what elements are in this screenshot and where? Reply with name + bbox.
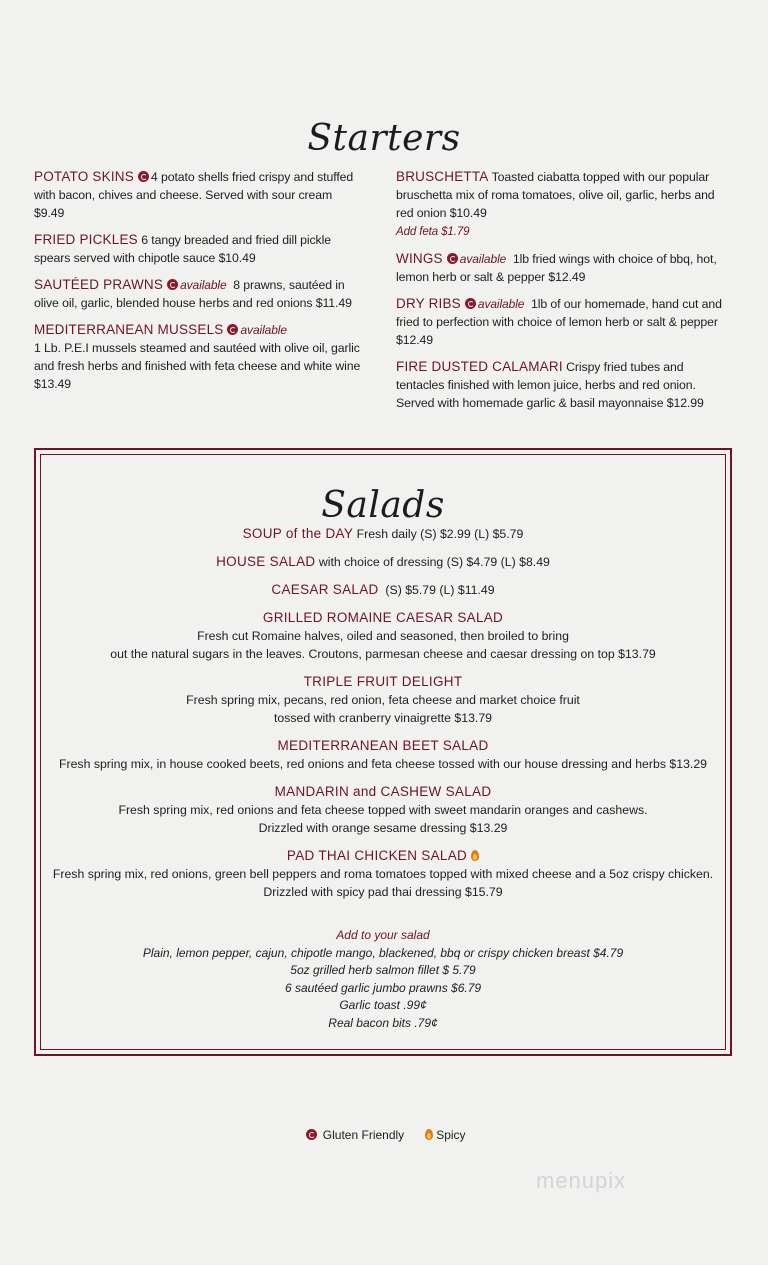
salad-desc: out the natural sugars in the leaves. Croutons, parmesan cheese and caesar dressing on top $13.79 (110, 647, 656, 661)
legend-gluten-label: Gluten Friendly (322, 1127, 405, 1142)
salad-name: TRIPLE FRUIT DELIGHT (303, 674, 463, 689)
salad-desc: Drizzled with spicy pad thai dressing $15.79 (263, 885, 503, 899)
gluten-friendly-icon (138, 171, 149, 182)
starter-name: MEDITERRANEAN MUSSELS (34, 322, 224, 337)
starter-desc: 8 prawns, sautéed in olive oil, garlic, blended house herbs and red onions $11.49 (34, 278, 352, 310)
addons-title: Add to your salad (336, 928, 430, 942)
legend-spicy-label: Spicy (436, 1127, 466, 1142)
gluten-friendly-icon (167, 279, 178, 290)
flame-icon (471, 850, 479, 861)
salad-item (41, 783, 725, 837)
salad-name: MANDARIN and CASHEW SALAD (274, 784, 492, 799)
addon-line: Real bacon bits .79¢ (328, 1015, 438, 1030)
addon-line: Garlic toast .99¢ (339, 998, 427, 1012)
gf-available-label: available (459, 252, 507, 266)
salad-desc: Fresh spring mix, red onions and feta cheese topped with sweet mandarin oranges and cashews. (118, 803, 648, 817)
starter-item (396, 250, 734, 286)
salad-desc: Fresh spring mix, in house cooked beets, red onions and feta cheese tossed with our house dressing and herbs $13.29 (58, 757, 708, 771)
salad-name: PAD THAI CHICKEN SALAD (286, 848, 468, 863)
starter-item (34, 276, 364, 312)
salad-inline: (S) $5.79 (L) $11.49 (385, 583, 495, 597)
salad-item (41, 847, 725, 901)
starter-name: DRY RIBS (396, 296, 461, 311)
gluten-friendly-icon (306, 1129, 317, 1140)
salad-desc: Fresh spring mix, pecans, red onion, feta cheese and market choice fruit (186, 693, 580, 707)
gluten-friendly-icon (447, 253, 458, 264)
starters-right-column (396, 168, 734, 421)
salad-name: CAESAR SALAD (271, 582, 379, 597)
salad-item (41, 553, 725, 571)
salad-name: HOUSE SALAD (216, 554, 316, 569)
salad-item (41, 609, 725, 663)
starter-desc: 1lb of our homemade, hand cut and fried to perfection with choice of lemon herb or salt & pepper $12.49 (396, 297, 722, 347)
salads-title: Salads (321, 485, 445, 526)
gf-available-label: available (180, 278, 227, 292)
addon-line: 5oz grilled herb salmon fillet $ 5.79 (290, 963, 476, 977)
salads-frame (34, 448, 732, 1056)
salad-addons (41, 927, 725, 1032)
salad-item (41, 737, 725, 773)
starter-item (396, 168, 734, 241)
flame-icon (425, 1129, 433, 1140)
salad-name: MEDITERRANEAN BEET SALAD (277, 738, 489, 753)
salad-inline: Fresh daily (S) $2.99 (L) $5.79 (356, 527, 524, 541)
starter-desc: 6 tangy breaded and fried dill pickle spears served with chipotle sauce $10.49 (34, 233, 331, 265)
salad-inline: with choice of dressing (S) $4.79 (L) $8.49 (318, 555, 550, 569)
starter-item (34, 168, 364, 222)
salad-name: GRILLED ROMAINE CAESAR SALAD (262, 610, 504, 625)
starter-item (34, 321, 364, 393)
salad-item (41, 581, 725, 599)
starters-title: Starters (307, 118, 461, 159)
salad-desc: Fresh cut Romaine halves, oiled and seasoned, then broiled to bring (197, 629, 569, 643)
starter-name: FIRE DUSTED CALAMARI (396, 359, 563, 374)
salad-desc: Fresh spring mix, red onions, green bell peppers and roma tomatoes topped with mixed cheese and a 5oz crispy chicken. (52, 867, 714, 881)
salad-desc: Drizzled with orange sesame dressing $13.29 (258, 821, 508, 835)
salads-list (41, 525, 725, 911)
starter-desc: 4 potato shells fried crispy and stuffed with bacon, chives and cheese. Served with sour cream $9.49 (34, 170, 354, 220)
starter-name: POTATO SKINS (34, 169, 134, 184)
starter-name: WINGS (396, 251, 443, 266)
watermark: menupix (536, 1168, 627, 1193)
starter-desc: 1lb fried wings with choice of bbq, hot, lemon herb or salt & pepper $12.49 (396, 252, 717, 284)
gf-available-label: available (477, 297, 525, 311)
starter-name: FRIED PICKLES (34, 232, 138, 247)
salads-inner-border (40, 454, 726, 1050)
addon-line: Plain, lemon pepper, cajun, chipotle mango, blackened, bbq or crispy chicken breast $4.79 (142, 945, 624, 960)
starter-item (34, 231, 364, 267)
salad-desc: tossed with cranberry vinaigrette $13.79 (273, 711, 493, 725)
legend (0, 1127, 768, 1142)
starter-name: BRUSCHETTA (396, 169, 489, 184)
salad-item (41, 673, 725, 727)
starter-desc: 1 Lb. P.E.I mussels steamed and sautéed with olive oil, garlic and fresh herbs and finished with feta cheese and white wine $13.49 (34, 341, 361, 391)
starter-item (396, 295, 734, 349)
starter-item (396, 358, 734, 412)
starters-left-column (34, 168, 364, 402)
starter-extra: Add feta $1.79 (396, 226, 470, 238)
salad-name: SOUP of the DAY (242, 526, 354, 541)
gf-available-label: available (240, 323, 287, 337)
starter-desc: Toasted ciabatta topped with our popular bruschetta mix of roma tomatoes, olive oil, garlic, herbs and red onion $10.49 (396, 170, 715, 220)
starter-name: SAUTÉED PRAWNS (34, 277, 164, 292)
gluten-friendly-icon (227, 324, 238, 335)
addon-line: 6 sautéed garlic jumbo prawns $6.79 (284, 980, 482, 995)
gluten-friendly-icon (465, 298, 476, 309)
starter-desc: Crispy fried tubes and tentacles finished with lemon juice, herbs and red onion. Served with homemade garlic & basil mayonnaise $12.99 (396, 360, 704, 410)
salad-item (41, 525, 725, 543)
